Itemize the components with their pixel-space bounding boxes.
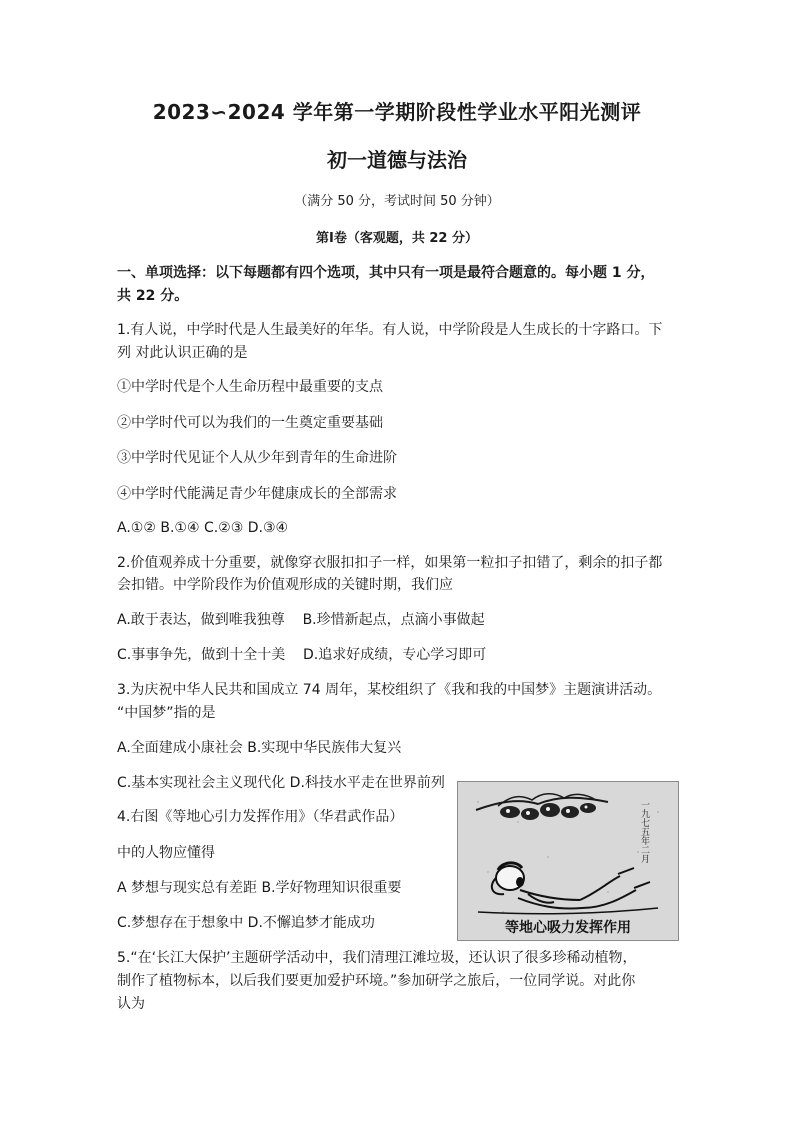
- question-stem: 2.价值观养成十分重要，就像穿衣服扣扣子一样，如果第一粒扣子扣错了，剩余的扣子都: [117, 555, 663, 571]
- question-stem: 认为: [117, 996, 145, 1012]
- answer-options: C.梦想存在于想象中 D.不懈追梦才能成功: [117, 915, 375, 931]
- answer-options: A.①② B.①④ C.②③ D.③④: [117, 520, 289, 536]
- statement-item: ③中学时代见证个人从少年到青年的生命进阶: [117, 450, 397, 466]
- question-stem: 列 对此认识正确的是: [117, 345, 248, 361]
- question-stem: 制作了植物标本，以后我们要更加爱护环境。”参加研学之旅后，一位同学说。对此你: [117, 973, 636, 989]
- subject-title: 初一道德与法治: [327, 148, 467, 172]
- date-stamp: 一九七五年二月: [639, 800, 649, 863]
- question-stem: 4.右图《等地心引力发挥作用》（华君武作品）: [117, 809, 404, 825]
- statement-item: ②中学时代可以为我们的一生奠定重要基础: [117, 415, 383, 431]
- answer-options: A.敢于表达，做到唯我独尊 B.珍惜新起点，点滴小事做起: [117, 612, 485, 628]
- answer-options: C.事事争先，做到十全十美 D.追求好成绩，专心学习即可: [117, 647, 487, 663]
- section-instruction-line1: 一、单项选择：以下每题都有四个选项，其中只有一项是最符合题意的。每小题 1 分，: [117, 265, 655, 281]
- answer-options: C.基本实现社会主义现代化 D.科技水平走在世界前列: [117, 775, 445, 791]
- statement-item: ④中学时代能满足青少年健康成长的全部需求: [117, 486, 397, 502]
- question-stem: “中国梦”指的是: [117, 705, 216, 721]
- section-instruction-line2: 共 22 分。: [117, 288, 189, 304]
- answer-options: A.全面建成小康社会 B.实现中华民族伟大复兴: [117, 740, 402, 756]
- statement-item: ①中学时代是个人生命历程中最重要的支点: [117, 379, 383, 395]
- cartoon-caption: 等地心吸力发挥作用: [505, 920, 631, 936]
- question-stem: 中的人物应懂得: [117, 845, 215, 861]
- answer-options: A 梦想与现实总有差距 B.学好物理知识很重要: [117, 880, 402, 896]
- cartoon-illustration: [458, 782, 678, 940]
- question-stem: 3.为庆祝中华人民共和国成立 74 周年，某校组织了《我和我的中国梦》主题演讲活动。: [117, 682, 662, 698]
- cartoon-figure: [457, 781, 679, 941]
- question-stem: 5.“在‘长江大保护’主题研学活动中，我们清理江滩垃圾，还认识了很多珍稀动植物，: [117, 950, 637, 966]
- question-stem: 会扣错。中学阶段作为价值观形成的关键时期，我们应: [117, 577, 453, 593]
- exam-title: 2023∽2024 学年第一学期阶段性学业水平阳光测评: [152, 100, 642, 124]
- exam-info: （满分 50 分，考试时间 50 分钟）: [294, 194, 500, 209]
- part-label: 第Ⅰ卷（客观题，共 22 分）: [316, 231, 478, 246]
- question-stem: 1.有人说，中学时代是人生最美好的年华。有人说，中学阶段是人生成长的十字路口。下: [117, 322, 663, 338]
